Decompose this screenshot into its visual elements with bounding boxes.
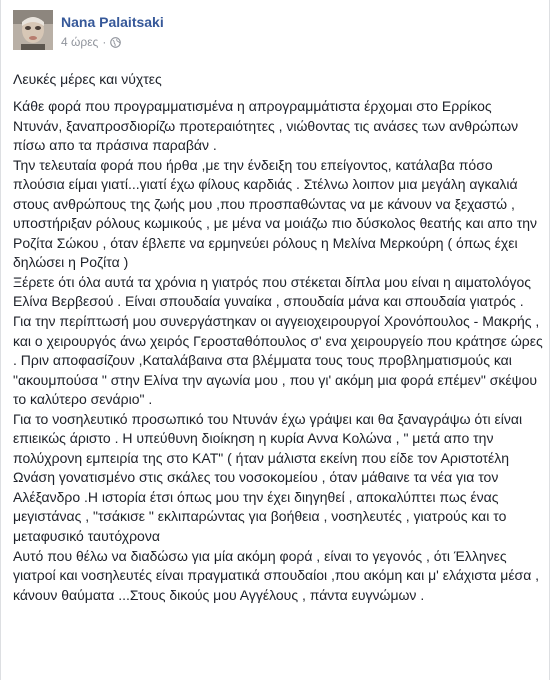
paragraph: Ξέρετε ότι όλα αυτά τα χρόνια η γιατρός που στέκεται δίπλα μου είναι η αιματολόγος Ελίνα Βερβεσού . Είναι σπουδαία γυναίκα , σπουδαία μάνα και σπουδαία γιατρός . Για την περίπτωσή μου συνεργάστηκαν οι αγγειοχειρουργοί Χρονόπουλος - Μακρής , και ο χειρουργός άνω χειρός Γεροσταθόπουλος σ' ενα χειρουργείο που κράτησε ώρες . Πριν αποφασίζουν ,Καταλάβαινα στα βλέμματα τους τους προβληματισμούς και "ακουμπούσα " στην Ελίνα την αγωνία μου , που γι' ακόμη μια φορά επέμεν" σκέψου το καλύτερο σενάριο" . [13,273,543,408]
avatar[interactable] [13,10,53,50]
timestamp-link[interactable]: 4 ώρες [61,35,99,49]
globe-icon[interactable] [110,37,121,48]
post-body [13,97,543,605]
paragraph: Την τελευταία φορά που ήρθα ,με την ένδειξη του επείγοντος, κατάλαβα πόσο πλούσια είμαι γιατί...γιατί έχω φίλους καρδιάς . Στέλνω λοιπον μια μεγάλη αγκαλιά στους ανθρώπους της ζωής μου ,που προσπαθώντας να με κάνουν να ξεχαστώ , υποστήριξαν ρόλους κωμικούς , με μένα να μοιάζω πιο δύσκολος θεατής και απο την Ροζίτα Σώκου , όταν έβλεπε να ερμηνεύει ρόλους η Μελίνα Μερκούρη ( όπως έχει δηλώσει η Ροζίτα ) [13,156,538,271]
meta-separator: · [102,35,107,49]
paragraph: Κάθε φορά που προγραμματισμένα η απρογραμμάτιστα έρχομαι στο Ερρίκος Ντυνάν, ξαναπροσδιορίζω προτεραιότητες , νιώθοντας τις ανάσες των ανθρώπων πίσω απο τα πράσινα παραβάν . [13,98,519,154]
author-name-link[interactable]: Nana Palaitsaki [61,14,164,30]
post-header [13,10,533,54]
post-title: Λευκές μέρες και νύχτες [13,71,162,87]
paragraph: Για το νοσηλευτικό προσωπικό του Ντυνάν έχω γράψει και θα ξαναγράψω ότι είναι επιεικώς άριστο . Η υπεύθυνη διοίκηση η κυρία Αννα Κολώνα , " μετά απο την πολύχρονη εμπειρία της στο ΚΑΤ" ( ήταν μάλιστα εκείνη που είδε τον Αριστοτέλη Ωνάση γονατισμένο στις σκάλες του νοσοκομείου , όταν μάθαινε τα νέα για τον Αλέξανδρο .Η ιστορία έτσι όπως μου την έχει διηγηθεί , αποκαλύπτει πως ένας μεγιστάνας , "τσάκισε " εκλιπαρώντας για βοήθεια , νοσηλευτές , γιατρούς και το μεταφυσικό ταυτόχρονα [13,410,523,545]
post-meta [61,35,121,49]
paragraph: Αυτό που θέλω να διαδώσω για μία ακόμη φορά , είναι το γεγονός , ότι Έλληνες γιατροί και νοσηλευτές είναι πραγματικά σπουδαίοι ,που ακόμη και μ' ελάχιστα μέσα , κάνουν θαύματα ...Στους δικούς μου Αγγέλους , πάντα ευγνώμων . [13,547,540,603]
avatar-image [13,10,53,50]
